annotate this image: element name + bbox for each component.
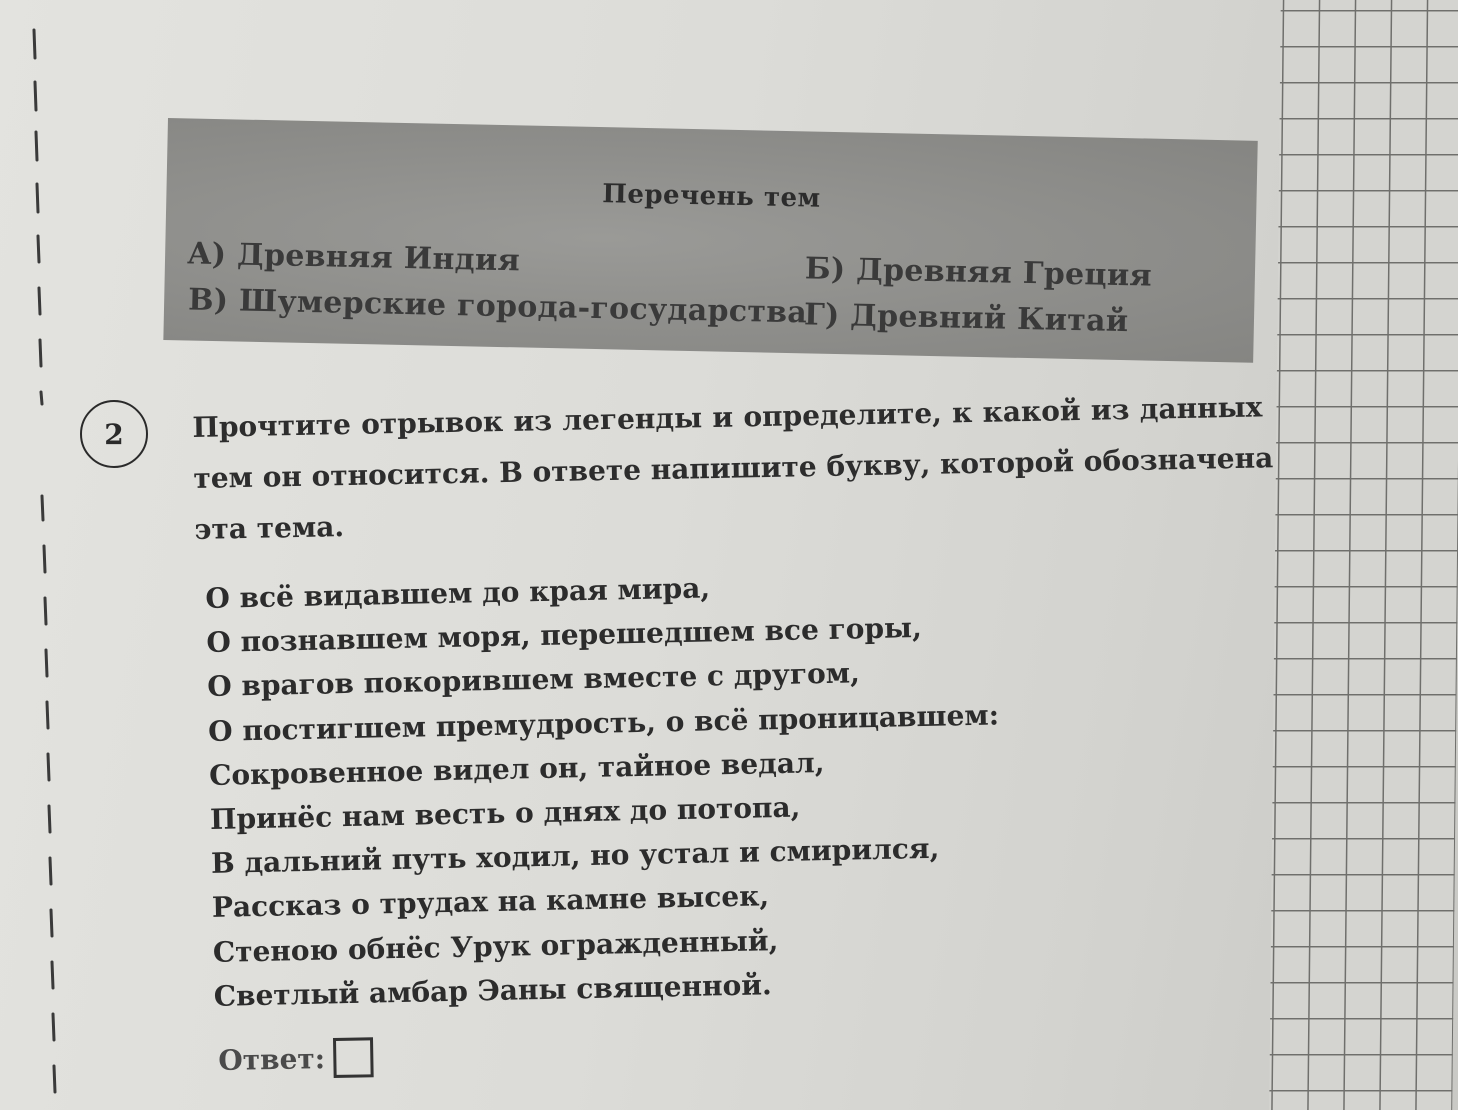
topic-b: Б) Древняя Греция (804, 251, 1153, 294)
poem-line: Принёс нам весть о днях до потопа, (209, 790, 801, 836)
graph-paper-grid (1269, 0, 1458, 1110)
question-line: тем он относится. В ответе напишите букву, которой обозначена (193, 441, 1274, 495)
answer-label: Ответ: (218, 1041, 326, 1077)
topic-v: В) Шумерские города-государства (187, 282, 808, 331)
topic-g: Г) Древний Китай (803, 297, 1129, 340)
question-line: Прочтите отрывок из легенды и определите, к какой из данных (192, 390, 1263, 444)
poem-line: О врагов покорившем вместе с другом, (206, 656, 861, 704)
poem-line: Светлый амбар Эаны священной. (213, 967, 773, 1013)
poem-line: Рассказ о трудах на камне высек, (211, 879, 770, 925)
topic-a: А) Древняя Индия (186, 236, 521, 279)
cut-line (26, 0, 86, 1110)
answer-box[interactable] (333, 1037, 374, 1078)
topics-box (163, 118, 1257, 363)
question-text (192, 381, 1274, 555)
poem-line: О постигшем премудрость, о всё проницавшем: (207, 697, 1000, 748)
question-number-badge: 2 (80, 400, 148, 468)
poem-line: О всё видавшем до края мира, (205, 571, 711, 615)
poem-line: О познавшем моря, перешедшем все горы, (206, 611, 923, 660)
answer-row (218, 1037, 373, 1080)
question-line: эта тема. (194, 510, 345, 546)
topics-heading: Перечень тем (601, 179, 821, 214)
poem-line: В дальний путь ходил, но устал и смирился, (210, 831, 940, 881)
poem-line: Стеною обнёс Урук огражденный, (212, 923, 779, 969)
legend-excerpt (205, 561, 1000, 1019)
poem-line: Сокровенное видел он, тайное ведал, (208, 745, 825, 792)
